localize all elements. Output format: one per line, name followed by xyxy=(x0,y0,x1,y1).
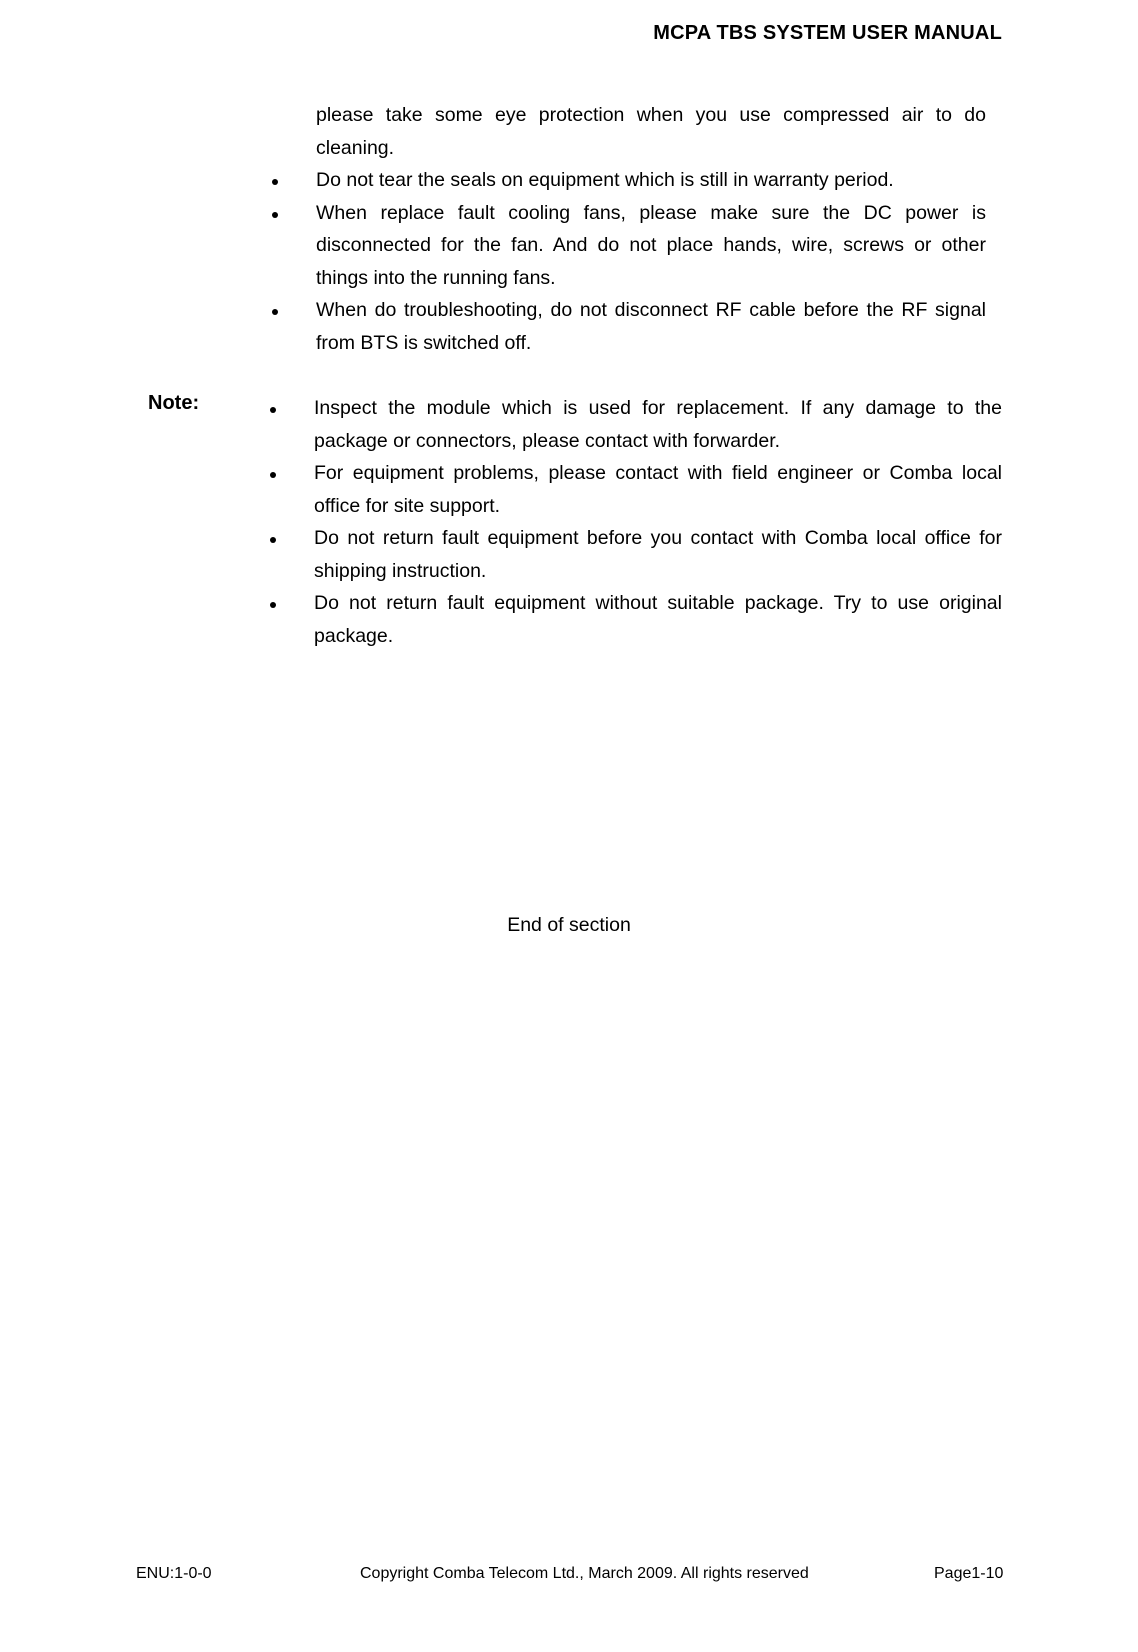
bullet-icon xyxy=(272,309,278,315)
list-item-text: When do troubleshooting, do not disconnect RF cable before the RF signal from BTS is switched off. xyxy=(316,299,986,354)
list-item xyxy=(314,522,1002,587)
list-item xyxy=(314,392,1002,457)
list-item xyxy=(316,197,986,295)
note-label: Note: xyxy=(148,392,200,414)
page-header-title: MCPA TBS SYSTEM USER MANUAL xyxy=(653,22,1002,44)
bullet-icon xyxy=(272,212,278,218)
caution-list xyxy=(316,164,986,359)
bullet-icon xyxy=(270,602,276,608)
note-list xyxy=(314,392,1002,652)
list-item xyxy=(316,294,986,359)
bullet-icon xyxy=(270,472,276,478)
list-item xyxy=(314,587,1002,652)
footer-document-code: ENU:1-0-0 xyxy=(136,1565,212,1582)
list-item-text: Do not return fault equipment before you contact with Comba local office for shipping instruction. xyxy=(314,527,1002,582)
list-item xyxy=(314,457,1002,522)
bullet-icon xyxy=(270,407,276,413)
end-of-section-text: End of section xyxy=(507,914,631,936)
list-item-text: Inspect the module which is used for replacement. If any damage to the package or connectors, please contact with forwarder. xyxy=(314,397,1002,452)
list-item-text: Do not tear the seals on equipment which is still in warranty period. xyxy=(316,169,894,191)
list-item xyxy=(316,164,986,197)
bullet-icon xyxy=(270,537,276,543)
continuation-paragraph: please take some eye protection when you use compressed air to do cleaning. xyxy=(316,104,986,159)
list-item-text: For equipment problems, please contact with field engineer or Comba local office for site support. xyxy=(314,462,1002,517)
footer-page-number: Page1-10 xyxy=(934,1565,1004,1582)
bullet-icon xyxy=(272,179,278,185)
list-item-text: Do not return fault equipment without suitable package. Try to use original package. xyxy=(314,592,1002,647)
footer-copyright: Copyright Comba Telecom Ltd., March 2009. All rights reserved xyxy=(360,1565,809,1582)
list-item-text: When replace fault cooling fans, please make sure the DC power is disconnected for the fan. And do not place hands, wire, screws or other things into the running fans. xyxy=(316,201,986,289)
